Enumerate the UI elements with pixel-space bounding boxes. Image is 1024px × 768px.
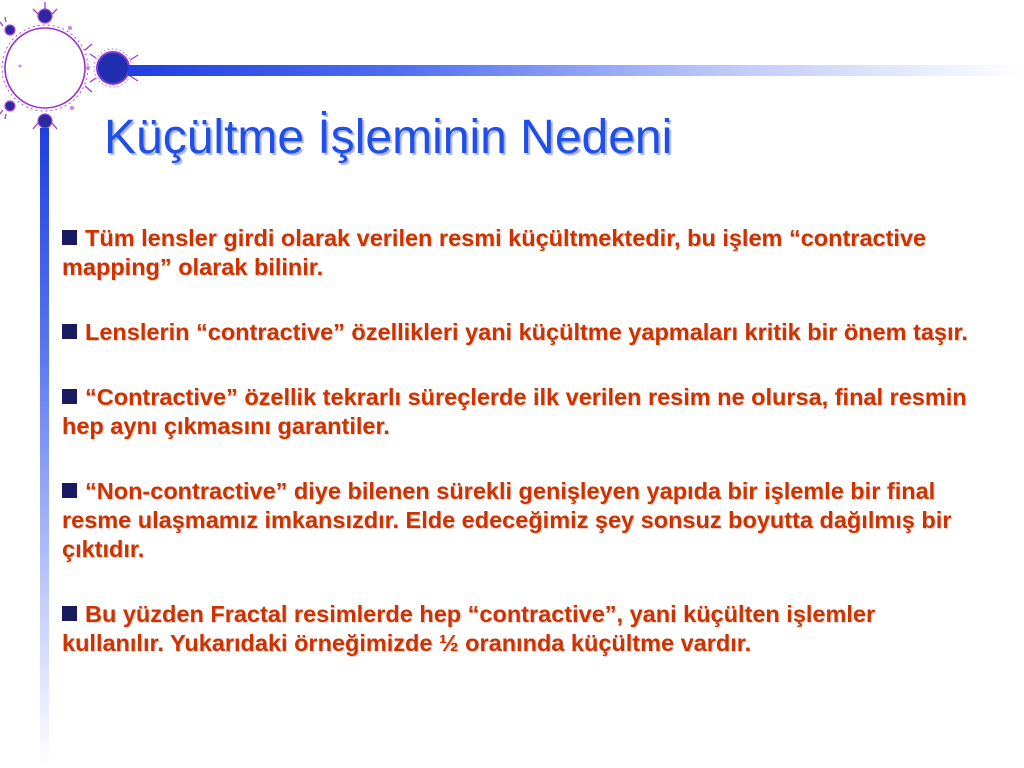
square-bullet-icon <box>62 230 77 245</box>
bullet-item <box>62 224 977 282</box>
square-bullet-icon <box>62 606 77 621</box>
bullet-item <box>62 318 977 347</box>
bullet-text: “Contractive” özellik tekrarlı süreçlerde ilk verilen resim ne olursa, final resmin hep aynı çıkmasını garantiler. <box>62 384 967 439</box>
square-bullet-icon <box>62 483 77 498</box>
bullet-text: “Non-contractive” diye bilenen sürekli genişleyen yapıda bir işlemle bir final resme ulaşmamız imkansızdır. Elde edeceğimiz şey sonsuz boyutta dağılmış bir çıktıdır. <box>62 478 952 562</box>
bullet-item <box>62 477 977 564</box>
bullet-item <box>62 600 977 658</box>
square-bullet-icon <box>62 324 77 339</box>
slide-title: Küçültme İşleminin Nedeni <box>104 111 673 164</box>
top-accent-bar <box>128 65 1024 76</box>
bullet-text: Lenslerin “contractive” özellikleri yani küçültme yapmaları kritik bir önem taşır. <box>85 319 968 345</box>
bullet-item <box>62 383 977 441</box>
bullet-list <box>62 224 977 694</box>
square-bullet-icon <box>62 389 77 404</box>
bullet-text: Tüm lensler girdi olarak verilen resmi küçültmektedir, bu işlem “contractive mapping” olarak bilinir. <box>62 225 927 280</box>
left-accent-bar <box>40 128 49 768</box>
bullet-text: Bu yüzden Fractal resimlerde hep “contractive”, yani küçülten işlemler kullanılır. Yukarıdaki örneğimizde ½ oranında küçültme vardır. <box>62 601 876 656</box>
